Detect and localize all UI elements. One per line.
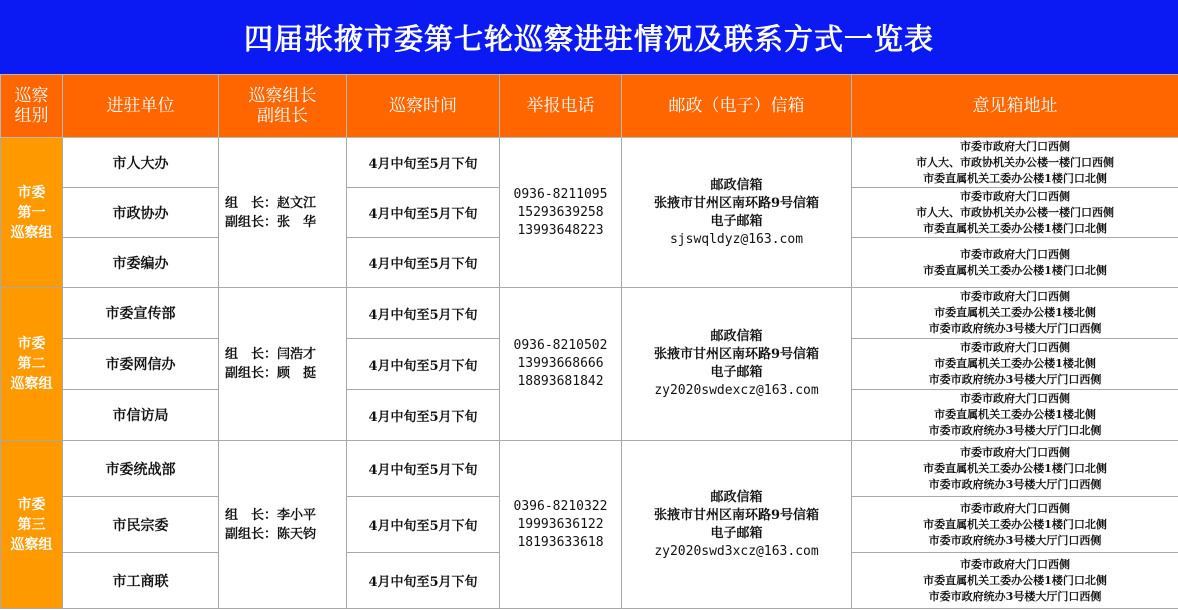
- unit-name: 市工商联: [63, 553, 219, 609]
- group-name: 市委 第一 巡察组: [1, 138, 63, 288]
- table-row: [1, 138, 1178, 188]
- table-row: [1, 288, 1178, 339]
- group-name: 市委 第二 巡察组: [1, 288, 63, 441]
- suggestion-box-address: 市委市政府大门口西侧 市委直属机关工委办公楼1楼北侧 市委市政府统办3号楼大厅门口西侧: [852, 339, 1178, 390]
- suggestion-box-address: 市委市政府大门口西侧 市委直属机关工委办公楼1楼门口北侧 市委市政府统办3号楼大厅门口西侧: [852, 497, 1178, 553]
- suggestion-box-address: 市委市政府大门口西侧 市委直属机关工委办公楼1楼北侧 市委市政府统办3号楼大厅门口北侧: [852, 390, 1178, 441]
- inspection-time: 4月中旬至5月下旬: [347, 553, 500, 609]
- inspection-time: 4月中旬至5月下旬: [347, 138, 500, 188]
- header-address: 意见箱地址: [852, 75, 1178, 138]
- email-link[interactable]: zy2020swd3xcz@163.com: [654, 543, 819, 559]
- inspection-time: 4月中旬至5月下旬: [347, 238, 500, 288]
- header-mail: 邮政（电子）信箱: [622, 75, 852, 138]
- inspection-time: 4月中旬至5月下旬: [347, 288, 500, 339]
- table-row: [1, 441, 1178, 497]
- header-unit: 进驻单位: [63, 75, 219, 138]
- suggestion-box-address: 市委市政府大门口西侧 市委直属机关工委办公楼1楼门口北侧 市委市政府统办3号楼大厅门口西侧: [852, 553, 1178, 609]
- mailbox: 邮政信箱 张掖市甘州区南环路9号信箱 电子邮箱 zy2020swd3xcz@163.com: [622, 441, 852, 609]
- suggestion-box-address: 市委市政府大门口西侧 市委直属机关工委办公楼1楼门口北侧: [852, 238, 1178, 288]
- inspection-table: [0, 74, 1178, 609]
- email-link[interactable]: zy2020swdexcz@163.com: [654, 383, 819, 398]
- header-time: 巡察时间: [347, 75, 500, 138]
- group-leader: 组 长：李小平 副组长：陈天钧: [219, 441, 347, 609]
- unit-name: 市民宗委: [63, 497, 219, 553]
- inspection-time: 4月中旬至5月下旬: [347, 497, 500, 553]
- unit-name: 市信访局: [63, 390, 219, 441]
- unit-name: 市政协办: [63, 188, 219, 238]
- unit-name: 市委宣传部: [63, 288, 219, 339]
- suggestion-box-address: 市委市政府大门口西侧 市委直属机关工委办公楼1楼北侧 市委市政府统办3号楼大厅门口西侧: [852, 288, 1178, 339]
- group-leader: 组 长：闫浩才 副组长：顾 挺: [219, 288, 347, 441]
- header-row: [1, 75, 1178, 138]
- suggestion-box-address: 市委市政府大门口西侧 市人大、市政协机关办公楼一楼门口西侧 市委直属机关工委办公楼1楼门口北侧: [852, 138, 1178, 188]
- mailbox: 邮政信箱 张掖市甘州区南环路9号信箱 电子邮箱 sjswqldyz@163.com: [622, 138, 852, 288]
- page-title: 四届张掖市委第七轮巡察进驻情况及联系方式一览表: [0, 0, 1178, 74]
- unit-name: 市人大办: [63, 138, 219, 188]
- header-phone: 举报电话: [500, 75, 622, 138]
- inspection-time: 4月中旬至5月下旬: [347, 441, 500, 497]
- group-leader: 组 长：赵文江 副组长：张 华: [219, 138, 347, 288]
- group-name: 市委 第三 巡察组: [1, 441, 63, 609]
- email-link[interactable]: sjswqldyz@163.com: [669, 231, 804, 247]
- report-phone: 0936-8211095 15293639258 13993648223: [500, 138, 622, 288]
- inspection-time: 4月中旬至5月下旬: [347, 188, 500, 238]
- unit-name: 市委网信办: [63, 339, 219, 390]
- inspection-time: 4月中旬至5月下旬: [347, 339, 500, 390]
- unit-name: 市委编办: [63, 238, 219, 288]
- unit-name: 市委统战部: [63, 441, 219, 497]
- header-leader: 巡察组长 副组长: [219, 75, 347, 138]
- header-group: 巡察 组别: [1, 75, 63, 138]
- report-phone: 0936-8210502 13993668666 18893681842: [500, 288, 622, 441]
- inspection-time: 4月中旬至5月下旬: [347, 390, 500, 441]
- mailbox: 邮政信箱 张掖市甘州区南环路9号信箱 电子邮箱 zy2020swdexcz@163.com: [622, 288, 852, 441]
- suggestion-box-address: 市委市政府大门口西侧 市委直属机关工委办公楼1楼门口北侧 市委市政府统办3号楼大厅门口西侧: [852, 441, 1178, 497]
- report-phone: 0396-8210322 19993636122 18193633618: [500, 441, 622, 609]
- suggestion-box-address: 市委市政府大门口西侧 市人大、市政协机关办公楼一楼门口西侧 市委直属机关工委办公楼1楼门口北侧: [852, 188, 1178, 238]
